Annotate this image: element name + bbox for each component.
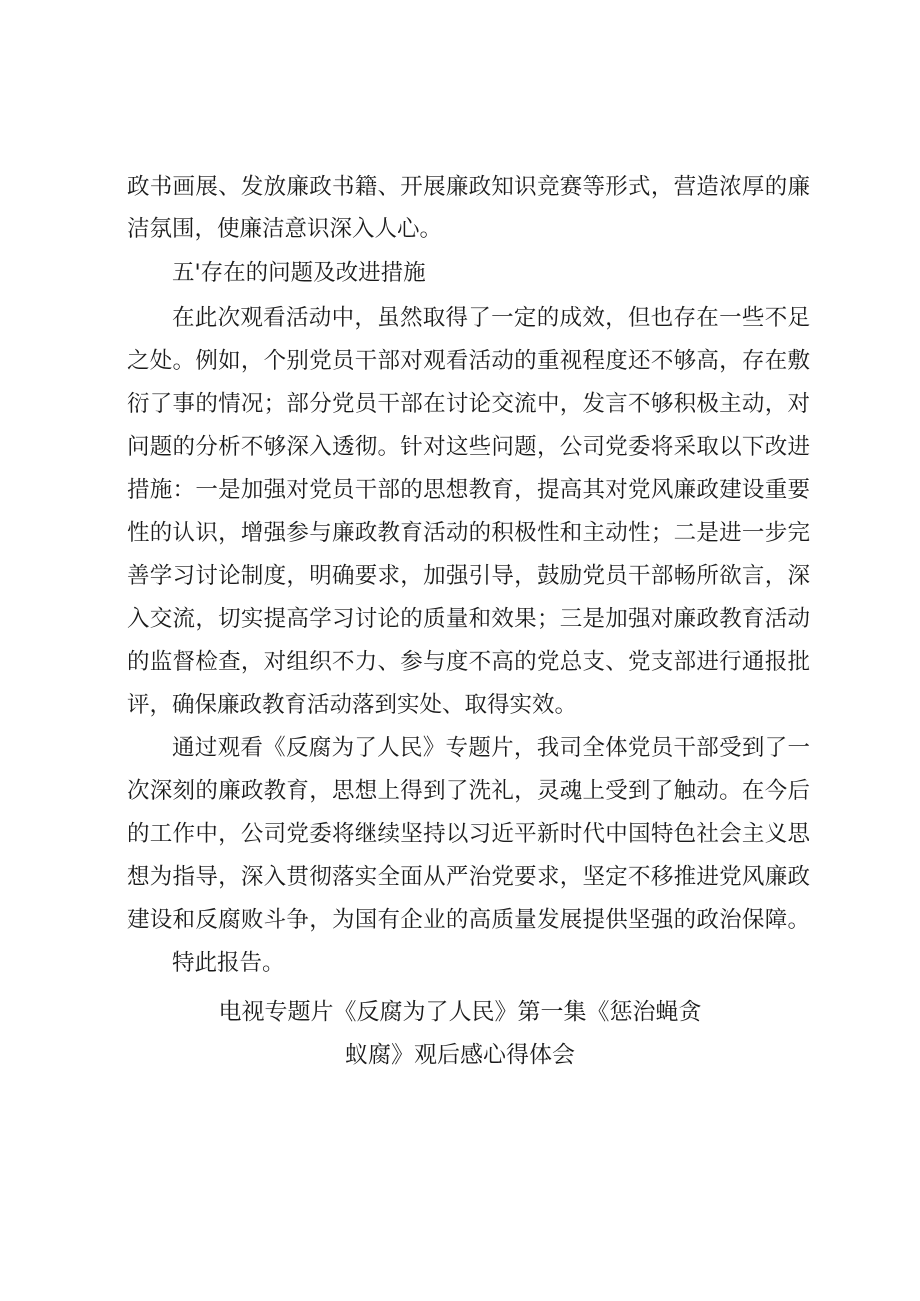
text-line: 次深刻的廉政教育，思想上得到了洗礼，灵魂上受到了触动。在今后 (127, 778, 810, 804)
text-line: 措施：一是加强对党员干部的思想教育，提高其对党风廉政建设重要 (127, 477, 810, 503)
text-line: 的工作中，公司党委将继续坚持以习近平新时代中国特色社会主义思 (127, 821, 810, 847)
text-line: 之处。例如，个别党员干部对观看活动的重视程度还不够高，存在敷 (127, 348, 810, 374)
text-line: 建设和反腐败斗争，为国有企业的高质量发展提供坚强的政治保障。 (127, 907, 810, 933)
text-line: 衍了事的情况；部分党员干部在讨论交流中，发言不够积极主动，对 (127, 391, 810, 417)
section-heading: 五'存在的问题及改进措施 (172, 260, 426, 286)
next-article-title: 电视专题片《反腐为了人民》第一集《惩治蝇贪 (218, 999, 702, 1025)
text-line: 政书画展、发放廉政书籍、开展廉政知识竞赛等形式，营造浓厚的廉 (127, 174, 810, 200)
text-line: 性的认识，增强参与廉政教育活动的积极性和主动性；二是进一步完 (127, 520, 810, 546)
text-line: 问题的分析不够深入透彻。针对这些问题，公司党委将采取以下改进 (127, 434, 810, 460)
text-line: 评，确保廉政教育活动落到实处、取得实效。 (127, 692, 578, 718)
text-line: 的监督检查，对组织不力、参与度不高的党总支、党支部进行通报批 (127, 649, 810, 675)
text-line: 入交流，切实提高学习讨论的质量和效果；三是加强对廉政教育活动 (127, 606, 810, 632)
closing-text: 特此报告。 (172, 950, 285, 976)
text-line: 洁氛围，使廉洁意识深入人心。 (127, 216, 443, 242)
text-line: 善学习讨论制度，明确要求，加强引导，鼓励党员干部畅所欲言，深 (127, 563, 810, 589)
text-line: 通过观看《反腐为了人民》专题片，我司全体党员干部受到了一 (172, 735, 810, 761)
next-article-title: 蚁腐》观后感心得体会 (345, 1042, 575, 1068)
text-line: 在此次观看活动中，虽然取得了一定的成效，但也存在一些不足 (172, 305, 810, 331)
text-line: 想为指导，深入贯彻落实全面从严治党要求，坚定不移推进党风廉政 (127, 864, 810, 890)
